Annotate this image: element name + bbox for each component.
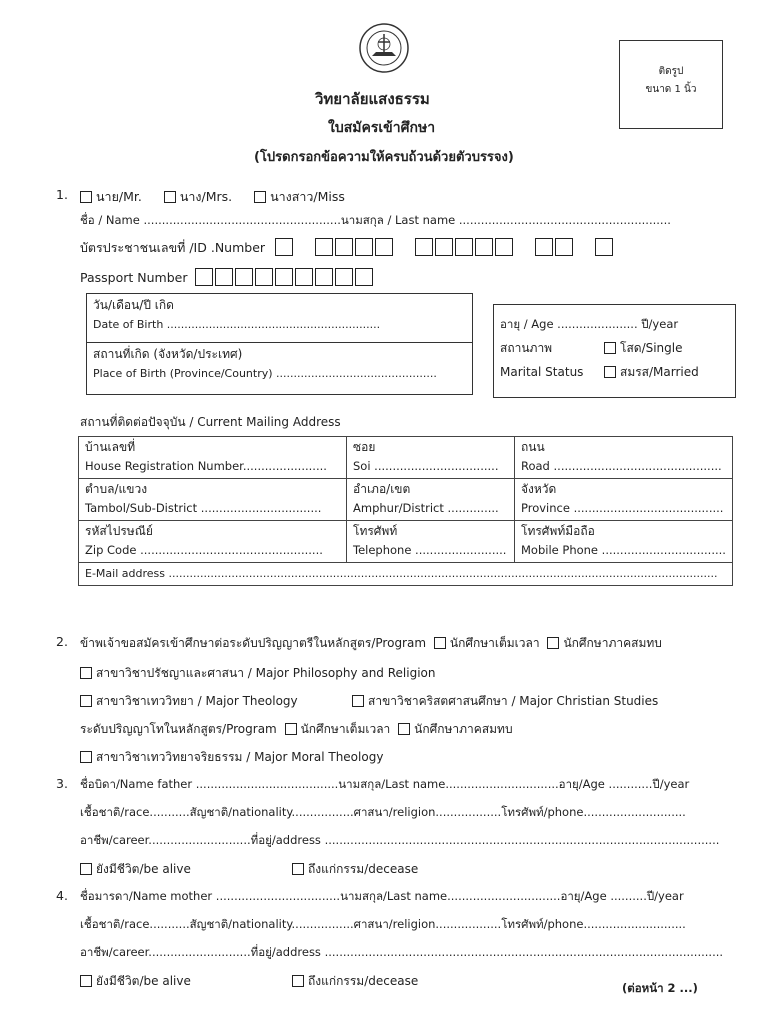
- id-digit-box[interactable]: [275, 238, 293, 256]
- major-moral-checkbox[interactable]: [80, 751, 92, 763]
- province-label-th: จังหวัด: [521, 482, 557, 496]
- email-field[interactable]: E-Mail address .............................................................................................................................................................: [85, 567, 718, 580]
- married-checkbox[interactable]: [604, 366, 616, 378]
- road-label-th: ถนน: [521, 440, 545, 454]
- parttime-label: นักศึกษาภาคสมทบ: [563, 636, 662, 650]
- mobile-field[interactable]: Mobile Phone ..................................: [521, 543, 726, 557]
- tambol-label-th: ตำบล/แขวง: [85, 482, 148, 496]
- mother-alive-row: [80, 972, 191, 991]
- id-digit-box[interactable]: [315, 238, 333, 256]
- id-digit-box[interactable]: [375, 238, 393, 256]
- pob-label-th: สถานที่เกิด (จังหวัด/ประเทศ): [93, 347, 243, 361]
- fulltime2-label: นักศึกษาเต็มเวลา: [300, 722, 391, 736]
- province-field[interactable]: Province .........................................: [521, 501, 724, 515]
- soi-field[interactable]: Soi ..................................: [353, 459, 499, 473]
- continue-note: (ต่อหน้า 2 ...): [622, 981, 698, 995]
- major-moral-label: สาขาวิชาเทววิทยาจริยธรรม / Major Moral Theology: [96, 750, 384, 764]
- dob-label-th: วัน/เดือน/ปี เกิด: [93, 298, 174, 312]
- road-field[interactable]: Road ..............................................: [521, 459, 722, 473]
- zip-field[interactable]: Zip Code ..................................................: [85, 543, 323, 557]
- photo-size: ขนาด 1 นิ้ว: [645, 84, 697, 95]
- age-field[interactable]: อายุ / Age ...................... ปี/year: [500, 317, 679, 331]
- id-digit-box[interactable]: [495, 238, 513, 256]
- father-alive-row: [80, 860, 191, 879]
- passport-digit-box[interactable]: [275, 268, 293, 286]
- passport-digit-box[interactable]: [315, 268, 333, 286]
- id-digit-box[interactable]: [435, 238, 453, 256]
- id-digit-box[interactable]: [555, 238, 573, 256]
- tel-label-th: โทรศัพท์: [353, 524, 398, 538]
- married-label: สมรส/Married: [620, 365, 699, 379]
- photo-box: [619, 40, 723, 129]
- status-label-th: สถานภาพ: [500, 341, 553, 355]
- major-theology-checkbox[interactable]: [80, 695, 92, 707]
- single-checkbox[interactable]: [604, 342, 616, 354]
- passport-row: [80, 268, 375, 286]
- status-row-married: [500, 360, 729, 384]
- birth-info-box: [86, 293, 473, 395]
- major-moral-row: [80, 748, 383, 767]
- id-digit-box[interactable]: [535, 238, 553, 256]
- father-info-line[interactable]: เชื้อชาติ/race...........สัญชาติ/nationality.................ศาสนา/religion..................โทรศัพท์/phone............................: [80, 805, 686, 819]
- mother-info-line[interactable]: เชื้อชาติ/race...........สัญชาติ/nationality.................ศาสนา/religion..................โทรศัพท์/phone............................: [80, 917, 686, 931]
- zip-label-th: รหัสไปรษณีย์: [85, 524, 153, 538]
- father-decease-checkbox[interactable]: [292, 863, 304, 875]
- major-philosophy-label: สาขาวิชาปรัชญาและศาสนา / Major Philosophy and Religion: [96, 666, 436, 680]
- mother-name-line[interactable]: ชื่อมารดา/Name mother ..................................นามสกุล/Last name...............................อายุ/Age ..........ปี/year: [80, 889, 684, 903]
- passport-digit-box[interactable]: [335, 268, 353, 286]
- status-row-single: [500, 336, 729, 360]
- passport-digit-box[interactable]: [195, 268, 213, 286]
- fulltime-checkbox[interactable]: [434, 637, 446, 649]
- fulltime2-checkbox[interactable]: [285, 723, 297, 735]
- pob-field[interactable]: Place of Birth (Province/Country) ..............................................: [93, 367, 437, 380]
- section-2-number: 2.: [56, 634, 68, 649]
- mother-alive-label: ยังมีชีวิต/be alive: [96, 974, 191, 988]
- id-digit-box[interactable]: [595, 238, 613, 256]
- mrs-checkbox[interactable]: [164, 191, 176, 203]
- mother-decease-row: [292, 972, 418, 991]
- id-digit-box[interactable]: [455, 238, 473, 256]
- parttime2-label: นักศึกษาภาคสมทบ: [414, 722, 513, 736]
- parttime-checkbox[interactable]: [547, 637, 559, 649]
- passport-digit-box[interactable]: [355, 268, 373, 286]
- id-number-label: บัตรประชาชนเลขที่ /ID .Number: [80, 240, 266, 255]
- form-instruction: (โปรดกรอกข้อความให้ครบถ้วนด้วยตัวบรรจง): [254, 150, 514, 165]
- amphur-label-th: อำเภอ/เขต: [353, 482, 411, 496]
- title-options: [80, 187, 345, 207]
- section-3-number: 3.: [56, 776, 68, 791]
- major-theology-row: [80, 692, 298, 711]
- father-alive-label: ยังมีชีวิต/be alive: [96, 862, 191, 876]
- major-christian-checkbox[interactable]: [352, 695, 364, 707]
- house-field[interactable]: House Registration Number.......................: [85, 459, 327, 473]
- father-alive-checkbox[interactable]: [80, 863, 92, 875]
- single-label: โสด/Single: [620, 341, 683, 355]
- section-4-number: 4.: [56, 888, 68, 903]
- id-digit-box[interactable]: [475, 238, 493, 256]
- father-decease-row: [292, 860, 418, 879]
- photo-label: ติดรูป: [658, 66, 684, 77]
- mother-career-line[interactable]: อาชีพ/career............................ที่อยู่/address .............................................................................................................: [80, 945, 724, 959]
- major-christian-label: สาขาวิชาคริสตศาสนศึกษา / Major Christian Studies: [368, 694, 659, 708]
- soi-label-th: ซอย: [353, 440, 376, 454]
- tel-field[interactable]: Telephone .........................: [353, 543, 507, 557]
- father-name-line[interactable]: ชื่อบิดา/Name father .......................................นามสกุล/Last name...............................อายุ/Age ............ปี/year: [80, 777, 690, 791]
- passport-digit-box[interactable]: [255, 268, 273, 286]
- house-label-th: บ้านเลขที่: [85, 440, 136, 454]
- id-number-row: [80, 238, 615, 258]
- master-program-label: ระดับปริญญาโทในหลักสูตร/Program: [80, 722, 277, 736]
- miss-label: นางสาว/Miss: [270, 189, 345, 204]
- master-program-row: [80, 720, 513, 739]
- name-line[interactable]: ชื่อ / Name ......................................................นามสกุล / Last name ..........................................................: [80, 213, 671, 227]
- parttime2-checkbox[interactable]: [398, 723, 410, 735]
- status-label-en: Marital Status: [500, 365, 584, 379]
- major-philosophy-checkbox[interactable]: [80, 667, 92, 679]
- mrs-label: นาง/Mrs.: [179, 189, 233, 204]
- form-title: ใบสมัครเข้าศึกษา: [328, 120, 436, 136]
- miss-checkbox[interactable]: [254, 191, 266, 203]
- major-philosophy-row: [80, 664, 435, 683]
- amphur-field[interactable]: Amphur/District ..............: [353, 501, 499, 515]
- passport-digit-box[interactable]: [295, 268, 313, 286]
- mobile-label-th: โทรศัพท์มือถือ: [521, 524, 595, 538]
- id-digit-box[interactable]: [335, 238, 353, 256]
- mother-alive-checkbox[interactable]: [80, 975, 92, 987]
- passport-label: Passport Number: [80, 270, 188, 285]
- mother-decease-label: ถึงแก่กรรม/decease: [308, 974, 419, 988]
- mother-decease-checkbox[interactable]: [292, 975, 304, 987]
- major-christian-row: [352, 692, 658, 711]
- program-row: [80, 634, 662, 653]
- tambol-field[interactable]: Tambol/Sub-District .................................: [85, 501, 322, 515]
- id-digit-box[interactable]: [415, 238, 433, 256]
- address-title: สถานที่ติดต่อปัจจุบัน / Current Mailing Address: [80, 415, 341, 429]
- dob-field[interactable]: Date of Birth .............................................................: [93, 318, 381, 331]
- address-table: [78, 436, 733, 586]
- mr-checkbox[interactable]: [80, 191, 92, 203]
- passport-digit-box[interactable]: [215, 268, 233, 286]
- section-1-number: 1.: [56, 187, 68, 202]
- college-seal-icon: [358, 22, 410, 77]
- passport-digit-box[interactable]: [235, 268, 253, 286]
- fulltime-label: นักศึกษาเต็มเวลา: [449, 636, 540, 650]
- id-digit-box[interactable]: [355, 238, 373, 256]
- mr-label: นาย/Mr.: [96, 189, 142, 204]
- college-name: วิทยาลัยแสงธรรม: [315, 90, 430, 108]
- age-status-box: [493, 304, 736, 398]
- father-decease-label: ถึงแก่กรรม/decease: [308, 862, 419, 876]
- major-theology-label: สาขาวิชาเทววิทยา / Major Theology: [96, 694, 298, 708]
- program-intro: ข้าพเจ้าขอสมัครเข้าศึกษาต่อระดับปริญญาตรีในหลักสูตร/Program: [80, 636, 427, 650]
- father-career-line[interactable]: อาชีพ/career............................ที่อยู่/address ............................................................................................................: [80, 833, 720, 847]
